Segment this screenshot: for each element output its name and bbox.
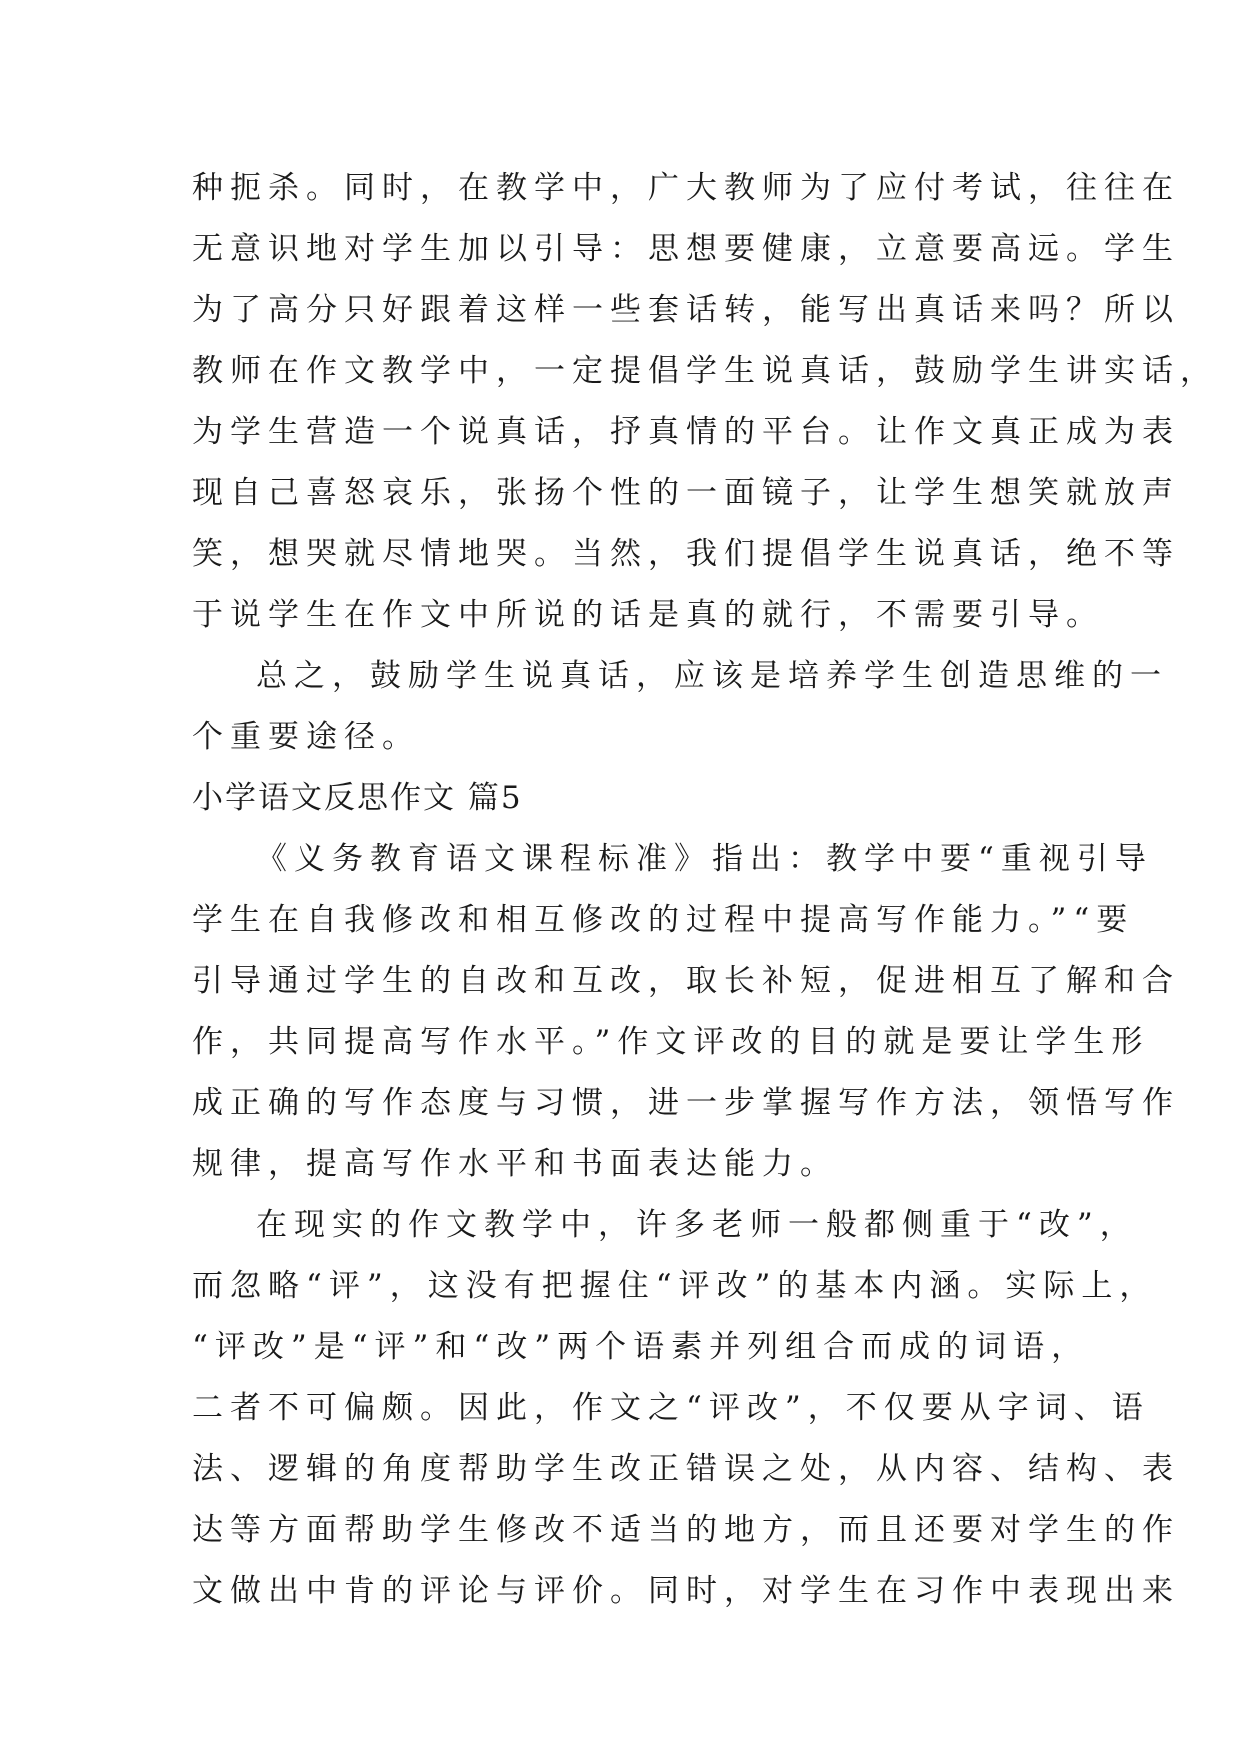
text-line: 文做出中肯的评论与评价。同时，对学生在习作中表现出来 <box>192 1573 1180 1609</box>
text-line: 无意识地对学生加以引导：思想要健康，立意要高远。学生 <box>192 231 1180 267</box>
text-line: 于说学生在作文中所说的话是真的就行，不需要引导。 <box>192 597 1104 633</box>
text-line: 引导通过学生的自改和互改，取长补短，促进相互了解和合 <box>192 963 1180 999</box>
text-line: 笑，想哭就尽情地哭。当然，我们提倡学生说真话，绝不等 <box>192 536 1180 572</box>
document-page <box>192 158 1218 1622</box>
text-line: 法、逻辑的角度帮助学生改正错误之处，从内容、结构、表 <box>192 1451 1180 1487</box>
text-line: 现自己喜怒哀乐，张扬个性的一面镜子，让学生想笑就放声 <box>192 475 1180 511</box>
text-line: 学生在自我修改和相互修改的过程中提高写作能力。”“要 <box>192 902 1135 938</box>
text-line: 为了高分只好跟着这样一些套话转，能写出真话来吗？所以 <box>192 292 1180 328</box>
paragraph-first-line: 总之，鼓励学生说真话，应该是培养学生创造思维的一 <box>256 658 1168 694</box>
text-line: 达等方面帮助学生修改不适当的地方，而且还要对学生的作 <box>192 1512 1180 1548</box>
text-line: 而忽略“评”，这没有把握住“评改”的基本内涵。实际上， <box>192 1268 1158 1304</box>
text-line: 个重要途径。 <box>192 719 420 755</box>
text-line: 规律，提高写作水平和书面表达能力。 <box>192 1146 838 1182</box>
paragraph-first-line: 《义务教育语文课程标准》指出：教学中要“重视引导 <box>256 841 1153 877</box>
section-heading: 小学语文反思作文 篇5 <box>192 780 523 816</box>
text-line: 作，共同提高写作水平。”作文评改的目的就是要让学生形 <box>192 1024 1150 1060</box>
text-line: 为学生营造一个说真话，抒真情的平台。让作文真正成为表 <box>192 414 1180 450</box>
text-line: 种扼杀。同时，在教学中，广大教师为了应付考试，往往在 <box>192 170 1180 206</box>
paragraph-first-line: 在现实的作文教学中，许多老师一般都侧重于“改”， <box>256 1207 1138 1243</box>
text-line: 教师在作文教学中，一定提倡学生说真话，鼓励学生讲实话， <box>192 353 1218 389</box>
text-line: 成正确的写作态度与习惯，进一步掌握写作方法，领悟写作 <box>192 1085 1180 1121</box>
text-line: 二者不可偏颇。因此，作文之“评改”，不仅要从字词、语 <box>192 1390 1150 1426</box>
text-line: “评改”是“评”和“改”两个语素并列组合而成的词语， <box>192 1329 1090 1365</box>
